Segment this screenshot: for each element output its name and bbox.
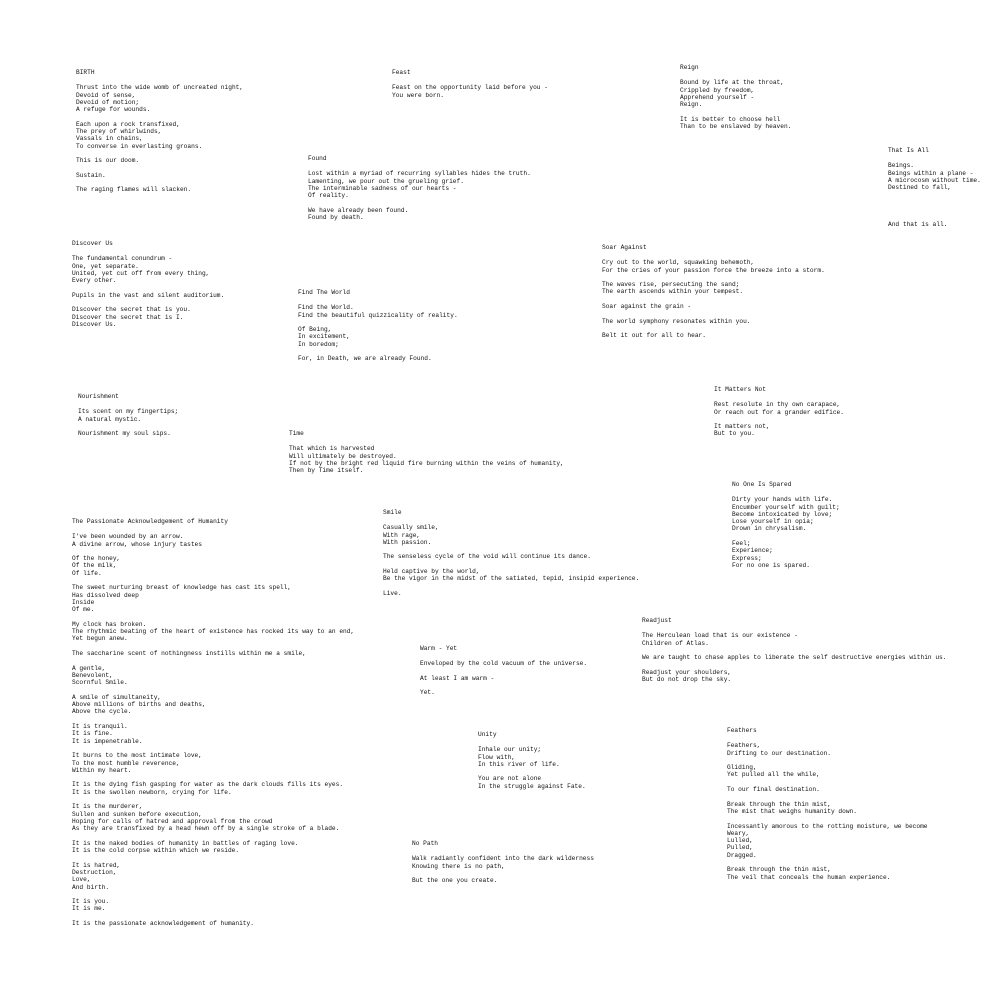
stanza xyxy=(714,401,844,416)
poem-line: With passion. xyxy=(383,538,432,546)
stanza xyxy=(680,116,791,131)
stanza xyxy=(289,445,564,474)
stanza xyxy=(642,654,946,661)
poem-line: To converse in everlasting groans. xyxy=(76,142,203,150)
poem-line: Express; xyxy=(732,554,762,562)
poem-line: Of reality. xyxy=(308,192,349,200)
poem-line: Lamenting, we pour out the grueling grief. xyxy=(308,177,464,185)
poem-line: Yet begun anew. xyxy=(72,635,128,643)
poem-line: Knowing there is no path, xyxy=(412,862,505,870)
poem-title: Nourishment xyxy=(78,393,119,400)
poem-line: Enveloped by the cold vacuum of the universe. xyxy=(420,660,588,668)
poem-line: Dirty your hands with life. xyxy=(732,496,833,504)
poem-line: United, yet cut off from every thing, xyxy=(72,269,210,277)
stanza xyxy=(732,540,840,569)
poem-line: But to you. xyxy=(714,430,755,438)
poem-line xyxy=(888,199,981,206)
poem-line: It is the cold corpse within which we reside. xyxy=(72,847,240,855)
poem-line: One, yet separate. xyxy=(72,262,139,270)
poem-line: A microcosm without time. xyxy=(888,176,981,184)
poem-line: It is the murderer, xyxy=(72,803,143,811)
poem-line: Above millions of births and deaths, xyxy=(72,701,206,709)
stanza xyxy=(383,524,639,546)
stanza xyxy=(602,318,825,325)
poem-line: The veil that conceals the human experience. xyxy=(727,873,891,881)
stanza xyxy=(888,199,981,214)
poem-discover-us xyxy=(72,240,224,336)
poem-line: This is our doom. xyxy=(76,157,140,165)
poem-line: We have already been found. xyxy=(308,206,409,214)
poem-line: Feathers, xyxy=(727,742,761,750)
poem-line: Sustain. xyxy=(76,171,106,179)
poem-line: The prey of whirlwinds, xyxy=(76,128,162,136)
poem-line: If not by the bright red liquid fire burning within the veins of humanity, xyxy=(289,459,564,467)
poem-line: A refuge for wounds. xyxy=(76,106,151,114)
poem-line: Feel; xyxy=(732,540,751,548)
poem-line: The sweet nurturing breast of knowledge has cast its spell, xyxy=(72,584,292,592)
poem-line: Find the World. xyxy=(298,304,354,312)
poem-line: Nourishment my soul sips. xyxy=(78,430,171,438)
poem-line: Of me. xyxy=(72,606,95,614)
poem-line: In excitement, xyxy=(298,333,350,341)
poem-line: For the cries of your passion force the breeze into a storm. xyxy=(602,266,825,274)
poem-line: Of the honey, xyxy=(72,555,121,563)
stanza xyxy=(383,568,639,583)
poem-line: Pupils in the vast and silent auditorium. xyxy=(72,291,225,299)
poem-line: The senseless cycle of the void will continue its dance. xyxy=(383,553,591,561)
stanza xyxy=(727,801,928,816)
stanza xyxy=(732,496,840,532)
stanza xyxy=(72,255,224,284)
stanza xyxy=(78,408,178,423)
poem-line: It is impenetrable. xyxy=(72,737,143,745)
poem-title: Warm - Yet xyxy=(420,645,458,652)
stanza xyxy=(76,186,243,193)
poem-line: Reign. xyxy=(680,101,703,109)
poem-line: And that is all. xyxy=(888,220,948,228)
stanza xyxy=(72,694,354,716)
stanza xyxy=(308,170,531,199)
poem-line: Than to be enslaved by heaven. xyxy=(680,123,792,131)
stanza xyxy=(383,553,639,560)
poem-it-matters-not xyxy=(714,386,844,445)
poem-line: Of life. xyxy=(72,569,102,577)
poem-line: Vassals in chains, xyxy=(76,135,143,143)
poem-line: Beings. xyxy=(888,162,914,170)
poem-line: The mist that weighs humanity down. xyxy=(727,807,857,815)
poem-line: Its scent on my fingertips; xyxy=(78,408,179,416)
poem-line: Belt it out for all to hear. xyxy=(602,332,706,340)
poem-line: With rage, xyxy=(383,531,421,539)
poem-line: Pulled, xyxy=(727,844,753,852)
stanza xyxy=(76,172,243,179)
poem-line: Lost within a myriad of recurring syllables hides the truth. xyxy=(308,170,531,178)
poem-line: Weary, xyxy=(727,829,750,837)
poem-line: Casually smile, xyxy=(383,524,439,532)
poem-line: We are taught to chase apples to liberate the self destructive energies within us. xyxy=(642,654,947,662)
poem-line: Dragged. xyxy=(727,851,757,859)
stanza xyxy=(383,590,639,597)
poem-title: No One Is Spared xyxy=(732,481,792,488)
stanza xyxy=(392,84,548,99)
stanza xyxy=(72,862,354,891)
poem-line: In boredom; xyxy=(298,340,339,348)
stanza xyxy=(714,423,844,438)
poem-line: You were born. xyxy=(392,91,444,99)
poem-nourishment xyxy=(78,393,178,445)
poem-title: Time xyxy=(289,430,304,437)
poem-title: It Matters Not xyxy=(714,386,766,393)
stanza xyxy=(420,660,587,667)
stanza xyxy=(602,332,825,339)
poem-title: Find The World xyxy=(298,289,350,296)
poem-line: A gentle, xyxy=(72,664,106,672)
stanza xyxy=(602,259,825,274)
poem-line: Flow with, xyxy=(478,753,516,761)
stanza xyxy=(420,675,587,682)
poem-line: Be the vigor in the midst of the satiated, tepid, insipid experience. xyxy=(383,575,640,583)
stanza xyxy=(72,555,354,577)
poem-line: Devoid of sense, xyxy=(76,91,136,99)
stanza xyxy=(298,326,458,348)
poem-line: Feast on the opportunity laid before you - xyxy=(392,84,548,92)
poem-line: It is hatred, xyxy=(72,861,121,869)
poem-line: The fundamental conundrum - xyxy=(72,255,173,263)
poem-line: You are not alone xyxy=(478,775,542,783)
poem-line: A natural mystic. xyxy=(78,415,142,423)
poem-line: Held captive by the world, xyxy=(383,568,480,576)
poem-line: It burns to the most intimate love, xyxy=(72,752,202,760)
stanza xyxy=(72,840,354,855)
poem-feathers xyxy=(727,727,928,888)
poem-found xyxy=(308,155,531,229)
poem-line: Devoid of motion; xyxy=(76,98,140,106)
stanza xyxy=(72,781,354,796)
stanza xyxy=(298,304,458,319)
poem-line: Benevolent, xyxy=(72,671,113,679)
stanza xyxy=(72,803,354,832)
poem-title: Smile xyxy=(383,509,402,516)
poem-line: For, in Death, we are already Found. xyxy=(298,355,432,363)
poem-line: Thrust into the wide womb of uncreated night, xyxy=(76,84,244,92)
poem-line: The rhythmic beating of the heart of existence has rocked its way to an end, xyxy=(72,628,355,636)
poem-title: The Passionate Acknowledgement of Humanity xyxy=(72,518,228,525)
poem-line: Drown in chrysalism. xyxy=(732,525,807,533)
poem-line: Within my heart. xyxy=(72,766,132,774)
poem-title: Reign xyxy=(680,64,699,71)
poem-line: But do not drop the sky. xyxy=(642,676,732,684)
poem-line: Of the milk, xyxy=(72,562,117,570)
stanza xyxy=(72,584,354,613)
stanza xyxy=(680,79,791,108)
poem-title: Unity xyxy=(478,731,497,738)
poem-line: Bound by life at the throat, xyxy=(680,79,784,87)
poem-line: And birth. xyxy=(72,883,110,891)
poem-line: The interminable sadness of our hearts - xyxy=(308,184,457,192)
poem-line: I've been wounded by an arrow. xyxy=(72,533,184,541)
stanza xyxy=(308,207,531,222)
poem-line: Will ultimately be destroyed. xyxy=(289,452,397,460)
stanza xyxy=(727,866,928,881)
poem-title: That Is All xyxy=(888,147,929,154)
poem-line: Inhale our unity; xyxy=(478,746,542,754)
poem-line: Every other. xyxy=(72,277,117,285)
poem-line: In this river of life. xyxy=(478,760,560,768)
poem-birth xyxy=(76,69,243,201)
poem-that-is-all xyxy=(888,147,981,235)
poem-line: The world symphony resonates within you. xyxy=(602,317,751,325)
poem-title: Discover Us xyxy=(72,240,113,247)
poem-unity xyxy=(478,731,586,797)
poem-smile xyxy=(383,509,639,605)
stanza xyxy=(72,920,354,927)
poem-line: Live. xyxy=(383,589,402,597)
poem-line: Destined to fall, xyxy=(888,184,952,192)
poem-title: Soar Against xyxy=(602,244,647,251)
stanza xyxy=(76,84,243,113)
poem-line: It matters not, xyxy=(714,423,770,431)
poem-no-one-is-spared xyxy=(732,481,840,577)
poem-line: Scornful Smile. xyxy=(72,679,128,687)
stanza xyxy=(642,669,946,684)
stanza xyxy=(412,855,594,870)
poem-title: Feast xyxy=(392,69,411,76)
poem-time xyxy=(289,430,564,482)
stanza xyxy=(72,665,354,687)
stanza xyxy=(888,162,981,191)
stanza xyxy=(727,786,928,793)
poem-line: To our final destination. xyxy=(727,786,820,794)
poem-line: Of Being, xyxy=(298,326,332,334)
poem-line: It is the swollen newborn, crying for life. xyxy=(72,788,232,796)
poem-line: Love, xyxy=(72,876,91,884)
stanza xyxy=(727,823,928,859)
poem-line: Above the cycle. xyxy=(72,708,132,716)
poem-line: Discover Us. xyxy=(72,320,117,328)
poem-line: Inside xyxy=(72,598,95,606)
poem-line: Cry out to the world, squawking behemoth, xyxy=(602,259,755,267)
stanza xyxy=(72,621,354,643)
poem-line: Yet pulled all the while, xyxy=(727,771,820,779)
poem-line xyxy=(888,206,981,213)
stanza xyxy=(72,650,354,657)
stanza xyxy=(72,898,354,913)
poem-warm-yet xyxy=(420,645,587,704)
poem-line: Rest resolute in thy own carapace, xyxy=(714,401,841,409)
stanza xyxy=(602,303,825,310)
stanza xyxy=(412,877,594,884)
poem-line: Lose yourself in opia; xyxy=(732,518,814,526)
poem-line: Or reach out for a grander edifice. xyxy=(714,408,844,416)
poem-line: It is me. xyxy=(72,905,106,913)
poem-line: Lulled, xyxy=(727,837,753,845)
poem-line: Drifting to our destination. xyxy=(727,749,831,757)
poem-readjust xyxy=(642,617,946,691)
poem-line: It is better to choose hell xyxy=(680,115,781,123)
poem-line: Discover the secret that is I. xyxy=(72,313,184,321)
poem-line: A smile of simultaneity, xyxy=(72,693,162,701)
poem-line: Each upon a rock transfixed, xyxy=(76,120,180,128)
poem-line: Break through the thin mist, xyxy=(727,866,831,874)
poem-line: Break through the thin mist, xyxy=(727,800,831,808)
stanza xyxy=(298,355,458,362)
poem-line: Readjust your shoulders, xyxy=(642,668,732,676)
poem-reign xyxy=(680,64,791,138)
poem-line: Gliding, xyxy=(727,764,757,772)
stanza xyxy=(888,221,981,228)
poem-passionate xyxy=(72,518,354,935)
poem-line: Children of Atlas. xyxy=(642,639,709,647)
stanza xyxy=(72,292,224,299)
stanza xyxy=(478,746,586,768)
poem-line: Find the beautiful quizzicality of reality. xyxy=(298,311,458,319)
stanza xyxy=(478,775,586,790)
poem-line: It is the naked bodies of humanity in battles of raging love. xyxy=(72,839,299,847)
poem-line: The earth ascends within your tempest. xyxy=(602,288,744,296)
poem-line: That which is harvested xyxy=(289,445,375,453)
poem-line: Apprehend yourself - xyxy=(680,93,755,101)
poem-line: Yet. xyxy=(420,689,435,697)
poem-soar-against xyxy=(602,244,825,347)
stanza xyxy=(72,533,354,548)
poem-title: Feathers xyxy=(727,727,757,734)
stanza xyxy=(727,764,928,779)
poem-title: Readjust xyxy=(642,617,672,624)
stanza xyxy=(72,723,354,745)
poem-line: Then by Time itself. xyxy=(289,467,364,475)
poem-line: Experience; xyxy=(732,547,773,555)
stanza xyxy=(76,157,243,164)
stanza xyxy=(727,742,928,757)
stanza xyxy=(76,121,243,150)
poem-line: Crippled by freedom, xyxy=(680,86,755,94)
poem-line: Sullen and sunken before execution, xyxy=(72,810,202,818)
poem-line: Beings within a plane - xyxy=(888,169,974,177)
poem-title: No Path xyxy=(412,840,438,847)
poem-line: As they are transfixed by a head hewn off by a single stroke of a blade. xyxy=(72,825,340,833)
poem-line: The Herculean load that is our existence - xyxy=(642,632,798,640)
poem-line: Walk radiantly confident into the dark wilderness xyxy=(412,855,594,863)
poem-line: Destruction, xyxy=(72,868,117,876)
poem-line: Become intoxicated by love; xyxy=(732,510,833,518)
poem-line: Incessantly amorous to the rotting moisture, we become xyxy=(727,822,928,830)
poem-line: But the one you create. xyxy=(412,877,498,885)
poem-feast xyxy=(392,69,548,106)
stanza xyxy=(420,689,587,696)
poem-line: It is tranquil. xyxy=(72,723,128,731)
poem-title: Found xyxy=(308,155,327,162)
poem-line: Discover the secret that is you. xyxy=(72,306,191,314)
poem-line: In the struggle against Fate. xyxy=(478,782,586,790)
poem-line: The raging flames will slacken. xyxy=(76,186,192,194)
poem-line: At least I am warm - xyxy=(420,674,495,682)
poem-line: Encumber yourself with guilt; xyxy=(732,503,840,511)
poem-line: It is fine. xyxy=(72,730,113,738)
poem-title: BIRTH xyxy=(76,69,95,76)
stanza xyxy=(72,306,224,328)
poem-line: The saccharine scent of nothingness instills within me a smile, xyxy=(72,650,306,658)
stanza xyxy=(642,632,946,647)
poem-line: Has dissolved deep xyxy=(72,591,139,599)
stanza xyxy=(78,430,178,437)
poem-line: My clock has broken. xyxy=(72,620,147,628)
poem-line: Soar against the grain - xyxy=(602,303,692,311)
poem-find-the-world xyxy=(298,289,458,370)
poem-line: For no one is spared. xyxy=(732,561,810,569)
poem-line: Hoping for calls of hatred and approval from the crowd xyxy=(72,817,273,825)
poem-line: It is you. xyxy=(72,898,110,906)
poem-line: A divine arrow, whose injury tastes xyxy=(72,540,202,548)
stanza xyxy=(72,752,354,774)
poem-line: To the most humble reverence, xyxy=(72,759,180,767)
poem-line: The waves rise, persecuting the sand; xyxy=(602,281,740,289)
poem-line: It is the dying fish gasping for water as the dark clouds fills its eyes. xyxy=(72,781,344,789)
poem-line: Found by death. xyxy=(308,214,364,222)
poem-no-path xyxy=(412,840,594,892)
stanza xyxy=(602,281,825,296)
poem-line: It is the passionate acknowledgement of humanity. xyxy=(72,920,254,928)
